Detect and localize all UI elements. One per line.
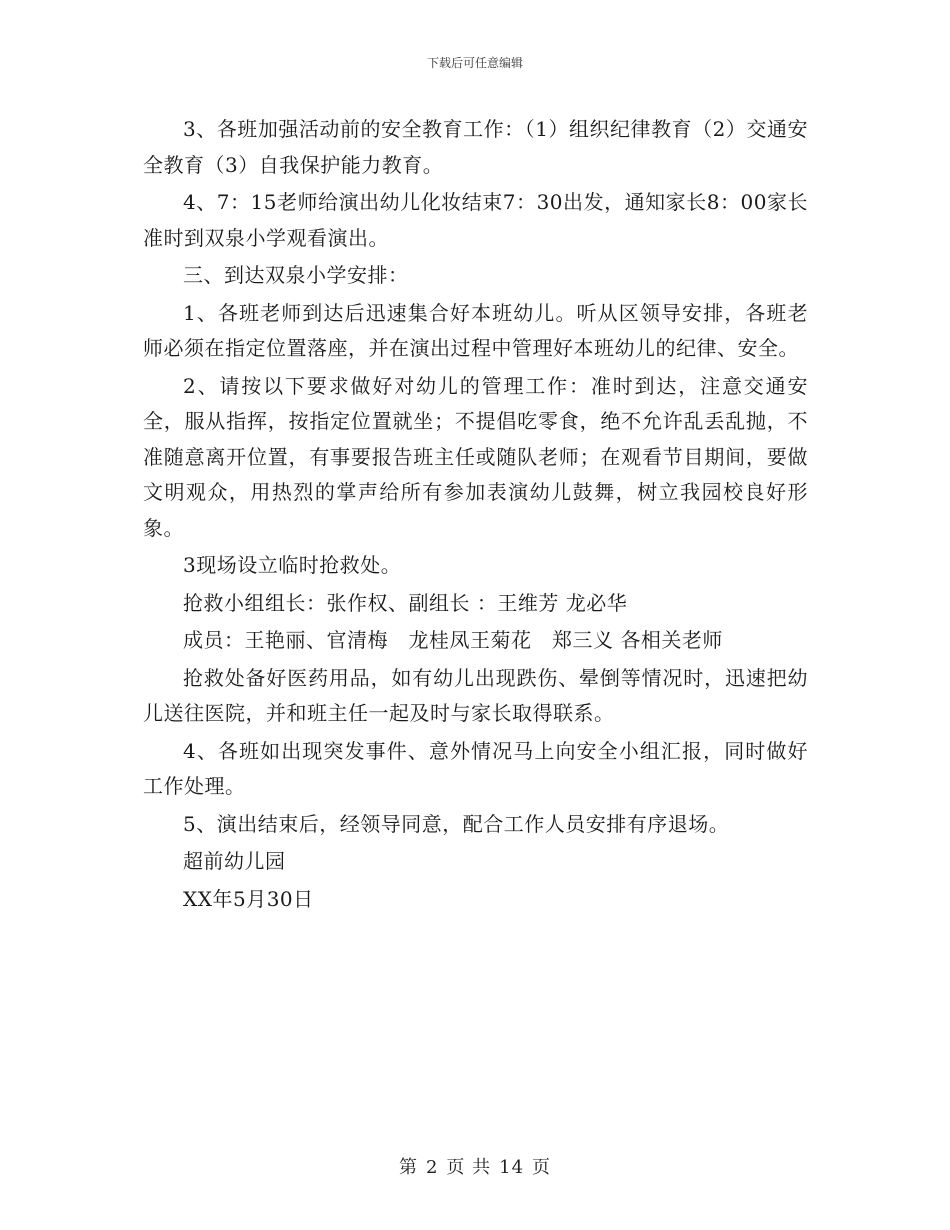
section-heading-arrival: 三、到达双泉小学安排： [183, 263, 409, 287]
footer-mid: 页 共 [446, 1157, 492, 1178]
footer-page-number: 2 [425, 1157, 439, 1178]
paragraph-exit-order: 5、演出结束后，经领导同意，配合工作人员安排有序退场。 [183, 811, 730, 836]
paragraph-first-aid-station: 3现场设立临时抢救处。 [183, 553, 402, 577]
paragraph-rescue-leaders: 抢救小组组长：张作权、副组长 ：王维芳 龙必华 [183, 590, 628, 615]
signature-organization: 超前幼儿园 [183, 849, 286, 873]
footer-total-pages: 14 [499, 1157, 525, 1178]
footer-suffix: 页 [532, 1157, 552, 1178]
signature-date: XX年5月30日 [183, 886, 314, 911]
page-header: 下载后可任意编辑 [426, 56, 523, 70]
document-body [143, 112, 808, 919]
paragraph-assembly: 1、各班老师到达后迅速集合好本班幼儿。听从区领导安排，各班老师必须在指定位置落座，并在演出过程中管理好本班幼儿的纪律、安全。 [143, 300, 808, 360]
paragraph-rescue-members: 成员：王艳丽、官清梅 龙桂凤王菊花 郑三义 各相关老师 [183, 628, 723, 652]
paragraph-management-rules: 2、请按以下要求做好对幼儿的管理工作：准时到达，注意交通安全，服从指挥，按指定位置就坐；不提倡吃零食，绝不允许乱丢乱抛，不准随意离开位置，有事要报告班主任或随队老师；在观看节目期间，要做文明观众，用热烈的掌声给所有参加表演幼儿鼓舞，树立我园校良好形象。 [143, 373, 808, 540]
footer-prefix: 第 [398, 1157, 418, 1178]
paragraph-emergency-report: 4、各班如出现突发事件、意外情况马上向安全小组汇报，同时做好工作处理。 [143, 738, 808, 798]
paragraph-safety-education: 3、各班加强活动前的安全教育工作：（1）组织纪律教育（2）交通安全教育（3）自我保护能力教育。 [143, 117, 808, 177]
page-footer [0, 1153, 950, 1179]
paragraph-medical-supplies: 抢救处备好医药用品，如有幼儿出现跌伤、晕倒等情况时，迅速把幼儿送往医院，并和班主任一起及时与家长取得联系。 [143, 665, 808, 725]
paragraph-departure-time: 4、7：15老师给演出幼儿化妆结束7：30出发，通知家长8：00家长准时到双泉小学观看演出。 [143, 190, 808, 250]
